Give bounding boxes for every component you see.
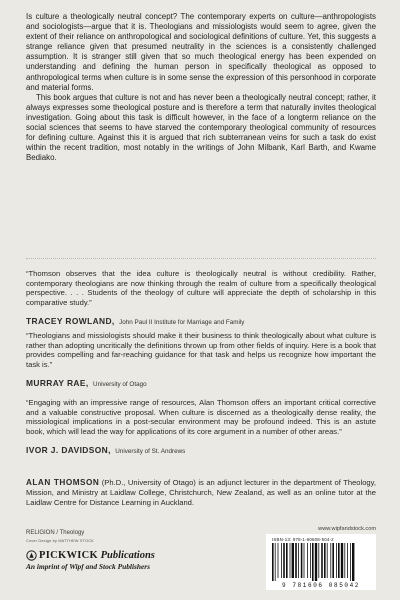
endorsement-attribution xyxy=(26,373,376,391)
endorsement-attribution xyxy=(26,440,376,458)
section-divider xyxy=(26,258,376,259)
endorser-affiliation: University of Otago xyxy=(93,380,147,388)
publisher-name-main: PICKWICK xyxy=(39,550,98,561)
author-name: ALAN THOMSON xyxy=(26,478,100,487)
endorsement-davidson xyxy=(26,398,376,458)
imprint-line: An imprint of Wipf and Stock Publishers xyxy=(26,562,151,571)
description-paragraph-2: This book argues that culture is not and has never been a theologically neutral concept; rather, it always expresses some theological posture and is therefore a term that naturally invites theological investigation. Going about this task is difficult however, in the face of a longterm reliance on the social sciences that seems to have starved the contemporary theological community of resources for defining culture. Against this it is argued that rich subterranean veins for such a task do exist within the recent tradition, most notably in the writings of John Milbank, Karl Barth, and Kwame Bediako. xyxy=(26,92,376,163)
endorser-name: MURRAY RAE, xyxy=(26,377,89,388)
barcode-digits: 9 781606 085042 xyxy=(281,582,360,589)
publisher-block xyxy=(26,550,226,571)
isbn-barcode xyxy=(266,534,376,590)
pickwick-logo-icon xyxy=(26,550,37,561)
endorsement-quote: “Engaging with an impressive range of resources, Alan Thomson offers an important critical corrective and a valuable constructive proposal. When culture is discerned as a theologically dense reality, the missiological implications in a post-secular environment may be profound indeed. This is an astute book, which will lead the way for applications of its core argument in a number of other areas.” xyxy=(26,398,376,437)
publisher-name-sub: Publications xyxy=(100,550,155,561)
endorser-name: TRACEY ROWLAND, xyxy=(26,315,115,326)
publisher-line xyxy=(26,550,226,561)
endorsement-rae xyxy=(26,331,376,391)
endorser-affiliation: University of St. Andrews xyxy=(115,447,186,455)
barcode-icon xyxy=(271,543,371,581)
endorsement-quote: “Thomson observes that the idea culture is theologically neutral is without credibility. Rather, contemporary theologians are now thinking through the realm of culture from a specifically theological perspective. . . . Students of the theology of culture will appreciate the depth of scholarship in this comparative study.” xyxy=(26,269,376,308)
isbn-label: ISBN-13: 978-1-60608-504-2 xyxy=(272,537,334,542)
endorser-affiliation: John Paul II Institute for Marriage and Family xyxy=(119,318,245,326)
cover-design-credit: Cover Design by MATTHEW STOCK xyxy=(26,539,94,543)
endorsement-rowland xyxy=(26,269,376,329)
bisac-category: RELIGION / Theology xyxy=(26,530,85,536)
publisher-website: www.wipfandstock.com xyxy=(318,526,376,532)
endorser-name: IVOR J. DAVIDSON, xyxy=(26,444,111,455)
book-description xyxy=(26,12,376,163)
publisher-name xyxy=(39,550,155,561)
description-paragraph-1: Is culture a theologically neutral concept? The contemporary experts on culture—anthropologists and sociologists—argue that it is. Theologians and missiologists would seem to agree, given the extent of their reliance on anthropological and sociological definitions of culture. Yet, this suggests a strange reliance given that presumed neutrality in the sciences is a consistently challenged assumption. It is stranger still given that so much theological energy has been expended on understanding and defining the human person in specifically theological as opposed to anthropological terms when culture is in some sense the expression of this personhood in corporate and material forms. xyxy=(26,12,376,92)
endorsement-attribution xyxy=(26,311,376,329)
author-bio-text: (Ph.D., University of Otago) is an adjunct lecturer in the department of Theology, Mission, and Ministry at Laidlaw College, Christchurch, New Zealand, as well as an online tutor at the Laidlaw Centre for Distance Learning in Auckland. xyxy=(26,478,376,507)
endorsement-quote: “Theologians and missiologists should make it their business to think theologically about what culture is rather than adopting uncritically the definitions thrown up from other fields of inquiry. Here is a book that provides compelling and far-reaching guidance for that task and helps us recognize how important the task is.” xyxy=(26,331,376,370)
author-bio xyxy=(26,478,376,508)
